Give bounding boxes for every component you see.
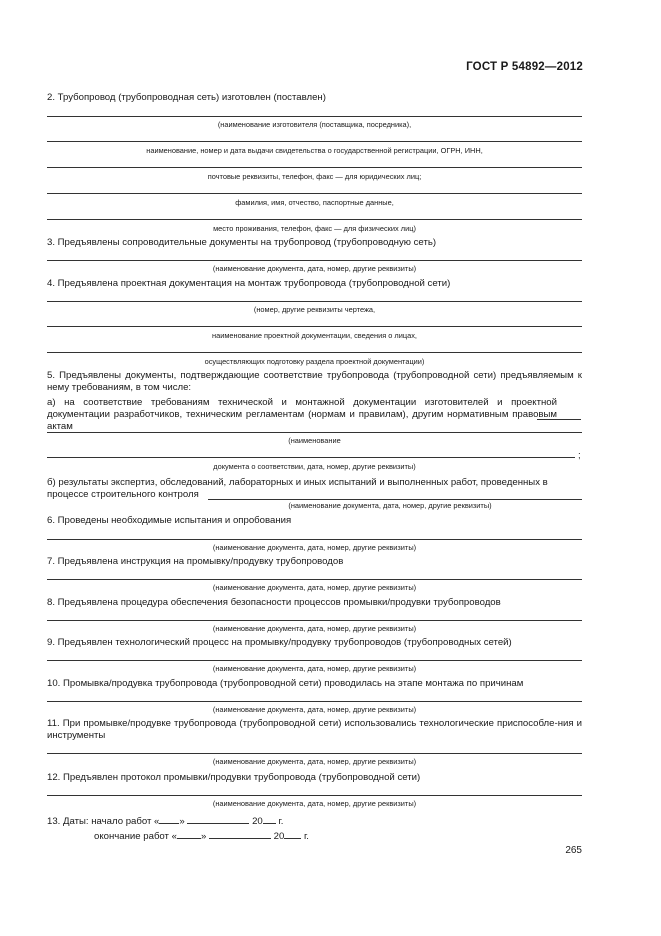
item-2-caption-4: фамилия, имя, отчество, паспортные данные, — [235, 198, 394, 207]
end-year-suffix: г. — [303, 831, 309, 842]
item-7-title: 7. Предъявлена инструкция на промывку/продувку трубопроводов — [47, 556, 344, 567]
item-3-title: 3. Предъявлены сопроводительные документы на трубопровод (трубопроводную сеть) — [47, 237, 437, 248]
end-day-close-quote: » — [200, 831, 207, 842]
item-5a-fill-line-1[interactable] — [47, 432, 582, 433]
item-2-caption-1: (наименование изготовителя (поставщика, посредника), — [217, 120, 412, 129]
end-month-field[interactable] — [209, 829, 271, 839]
item-2-fill-line-2[interactable] — [47, 141, 582, 142]
item-6-fill-line[interactable] — [47, 539, 582, 540]
item-12-caption: (наименование документа, дата, номер, другие реквизиты) — [212, 799, 417, 808]
item-11-fill-line[interactable] — [47, 753, 582, 754]
item-5a-fill-line-2[interactable] — [47, 457, 575, 458]
item-5a-caption-2: документа о соответствии, дата, номер, другие реквизиты) — [213, 462, 416, 471]
item-13-start-row — [47, 814, 283, 828]
item-5a-caption-1: (наименование — [288, 436, 341, 445]
item-4-caption-2: наименование проектной документации, сведения о лицах, — [212, 331, 417, 340]
start-day-field[interactable] — [159, 814, 179, 824]
item-7-caption: (наименование документа, дата, номер, другие реквизиты) — [212, 583, 417, 592]
start-year-suffix: г. — [278, 816, 284, 827]
end-year-prefix: 20 — [273, 831, 285, 842]
item-10-caption: (наименование документа, дата, номер, другие реквизиты) — [212, 705, 417, 714]
end-day-field[interactable] — [177, 829, 201, 839]
item-8-caption: (наименование документа, дата, номер, другие реквизиты) — [212, 624, 417, 633]
item-5b-inline-line[interactable] — [208, 490, 582, 500]
item-4-title: 4. Предъявлена проектная документация на монтаж трубопровода (трубопроводной сети) — [47, 278, 451, 289]
item-7-fill-line[interactable] — [47, 579, 582, 580]
item-5b-line-2: процессе строительного контроля — [47, 489, 199, 500]
item-12-title: 12. Предъявлен протокол промывки/продувки трубопровода (трубопроводной сети) — [47, 772, 421, 783]
item-13-start-label: 13. Даты: начало работ « — [47, 816, 160, 827]
item-9-title: 9. Предъявлен технологический процесс на промывку/продувку трубопроводов (трубопроводных сетей) — [47, 637, 512, 648]
item-5a-text: а) на соответствие требованиям технической и монтажной документации изготовителей и проектной документации разработчиков, техническим регламентам (нормам и правилам), другим нормативным правовым актам — [47, 397, 557, 432]
item-5b-line-1: б) результаты экспертиз, обследований, лабораторных и иных испытаний и выполненных работ, проведенных в — [47, 477, 548, 488]
item-4-fill-line-2[interactable] — [47, 326, 582, 327]
item-6-title: 6. Проведены необходимые испытания и опробования — [47, 515, 292, 526]
item-9-fill-line[interactable] — [47, 660, 582, 661]
item-4-caption-1: (номер, другие реквизиты чертежа, — [253, 305, 376, 314]
start-year-prefix: 20 — [252, 816, 263, 827]
item-4-fill-line-1[interactable] — [47, 301, 582, 302]
item-4-caption-3: осуществляющих подготовку раздела проектной документации) — [204, 357, 425, 366]
item-5-title: 5. Предъявлены документы, подтверждающие соответствие трубопровода (трубопроводной сети) предъявляемым к нему требованиям, в том числе: — [47, 370, 582, 393]
item-11-caption: (наименование документа, дата, номер, другие реквизиты) — [212, 757, 417, 766]
item-5a-inline-line[interactable] — [537, 410, 581, 420]
item-13-end-label: окончание работ « — [94, 831, 177, 842]
item-2-fill-line-3[interactable] — [47, 167, 582, 168]
item-2-fill-line-1[interactable] — [47, 116, 582, 117]
item-2-caption-2: наименование, номер и дата выдачи свидетельства о государственной регистрации, ОГРН, ИНН, — [146, 146, 483, 155]
start-day-close-quote: » — [179, 816, 185, 827]
item-8-fill-line[interactable] — [47, 620, 582, 621]
item-10-fill-line[interactable] — [47, 701, 582, 702]
item-13-end-row — [94, 829, 309, 843]
item-2-fill-line-4[interactable] — [47, 193, 582, 194]
start-year-field[interactable] — [263, 814, 276, 824]
standard-number: ГОСТ Р 54892—2012 — [466, 61, 583, 73]
item-4-fill-line-3[interactable] — [47, 352, 582, 353]
item-10-title: 10. Промывка/продувка трубопровода (трубопроводной сети) проводилась на этапе монтажа по причинам — [47, 678, 524, 689]
end-year-field[interactable] — [284, 829, 301, 839]
item-2-title: 2. Трубопровод (трубопроводная сеть) изготовлен (поставлен) — [47, 92, 326, 103]
item-9-caption: (наименование документа, дата, номер, другие реквизиты) — [212, 664, 417, 673]
item-6-caption: (наименование документа, дата, номер, другие реквизиты) — [212, 543, 417, 552]
item-2-caption-5: место проживания, телефон, факс — для физических лиц) — [213, 224, 416, 233]
start-month-field[interactable] — [187, 814, 249, 824]
item-11-title: 11. При промывке/продувке трубопровода (трубопроводной сети) использовались технологические приспособле-ния и инструменты — [47, 718, 582, 741]
item-5b-caption: (наименование документа, дата, номер, другие реквизиты) — [288, 501, 492, 510]
item-3-fill-line[interactable] — [47, 260, 582, 261]
item-2-fill-line-5[interactable] — [47, 219, 582, 220]
item-2-caption-3: почтовые реквизиты, телефон, факс — для юридических лиц; — [207, 172, 422, 181]
item-5a-semicolon: ; — [578, 450, 581, 461]
item-3-caption: (наименование документа, дата, номер, другие реквизиты) — [212, 264, 417, 273]
page-number: 265 — [565, 845, 582, 856]
item-12-fill-line[interactable] — [47, 795, 582, 796]
item-8-title: 8. Предъявлена процедура обеспечения безопасности процессов промывки/продувки трубопроводов — [47, 597, 501, 608]
